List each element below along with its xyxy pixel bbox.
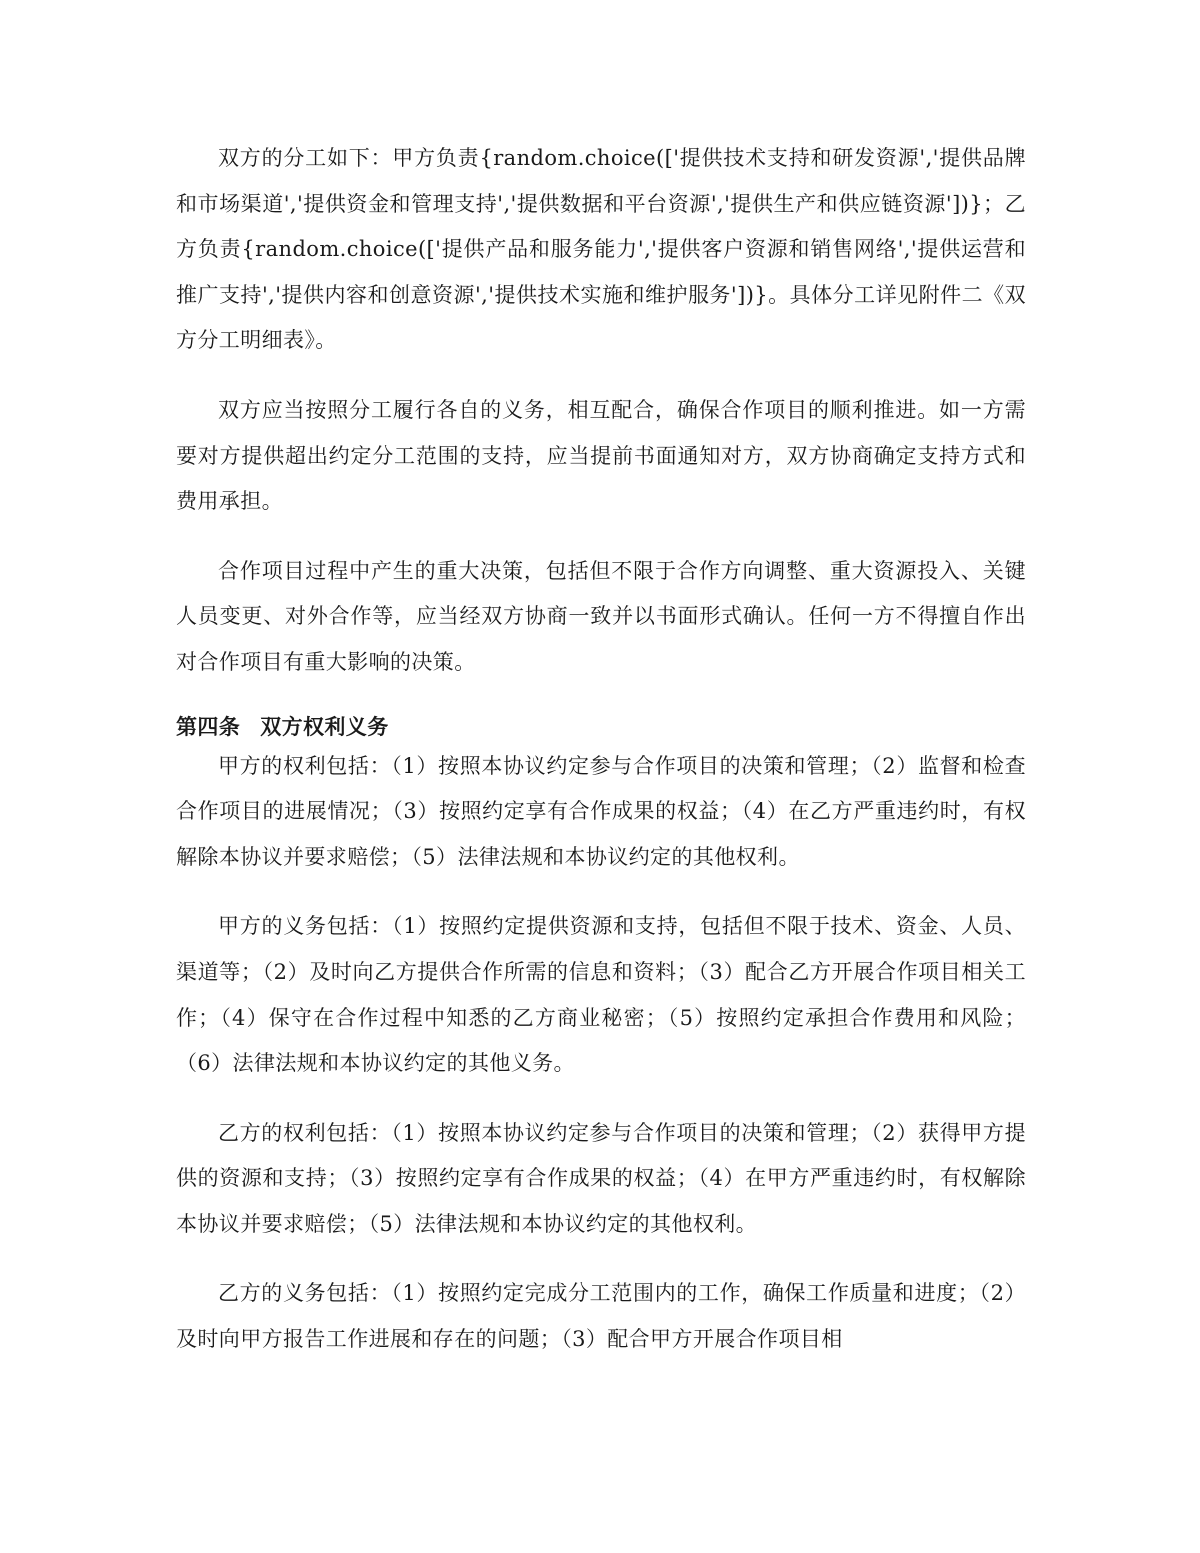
paragraph-party-a-rights: 甲方的权利包括：（1）按照本协议约定参与合作项目的决策和管理；（2）监督和检查合作项目的进展情况；（3）按照约定享有合作成果的权益；（4）在乙方严重违约时，有权解除本协议并要求赔偿；（5）法律法规和本协议约定的其他权利。 xyxy=(176,753,1026,869)
paragraph-major-decisions: 合作项目过程中产生的重大决策，包括但不限于合作方向调整、重大资源投入、关键人员变更、对外合作等，应当经双方协商一致并以书面形式确认。任何一方不得擅自作出对合作项目有重大影响的决策。 xyxy=(176,558,1026,674)
document-body xyxy=(176,136,1026,1387)
section-heading xyxy=(176,706,1026,748)
paragraph-party-b-obligations: 乙方的义务包括：（1）按照约定完成分工范围内的工作，确保工作质量和进度；（2）及时向甲方报告工作进展和存在的问题；（3）配合甲方开展合作项目相 xyxy=(176,1281,1026,1352)
paragraph-division-of-labor: 双方的分工如下：甲方负责{random.choice(['提供技术支持和研发资源','提供品牌和市场渠道','提供资金和管理支持','提供数据和平台资源','提供生产和供应链资源'])}；乙方负责{random.choice(['提供产品和服务能力','提供客户资源和销售网络','提供运营和推广支持','提供内容和创意资源','提供技术实施和维护服务'])}。具体分工详见附件二《双方分工明细表》。 xyxy=(176,146,1026,353)
paragraph-party-b-rights: 乙方的权利包括：（1）按照本协议约定参与合作项目的决策和管理；（2）获得甲方提供的资源和支持；（3）按照约定享有合作成果的权益；（4）在甲方严重违约时，有权解除本协议并要求赔偿；（5）法律法规和本协议约定的其他权利。 xyxy=(176,1120,1026,1236)
paragraph-performance-obligations: 双方应当按照分工履行各自的义务，相互配合，确保合作项目的顺利推进。如一方需要对方提供超出约定分工范围的支持，应当提前书面通知对方，双方协商确定支持方式和费用承担。 xyxy=(176,397,1026,514)
section-number: 第四条 xyxy=(176,714,241,739)
section-title: 双方权利义务 xyxy=(260,714,389,739)
paragraph-party-a-obligations: 甲方的义务包括：（1）按照约定提供资源和支持，包括但不限于技术、资金、人员、渠道等；（2）及时向乙方提供合作所需的信息和资料；（3）配合乙方开展合作项目相关工作；（4）保守在合作过程中知悉的乙方商业秘密；（5）按照约定承担合作费用和风险；（6）法律法规和本协议约定的其他义务。 xyxy=(176,914,1026,1076)
